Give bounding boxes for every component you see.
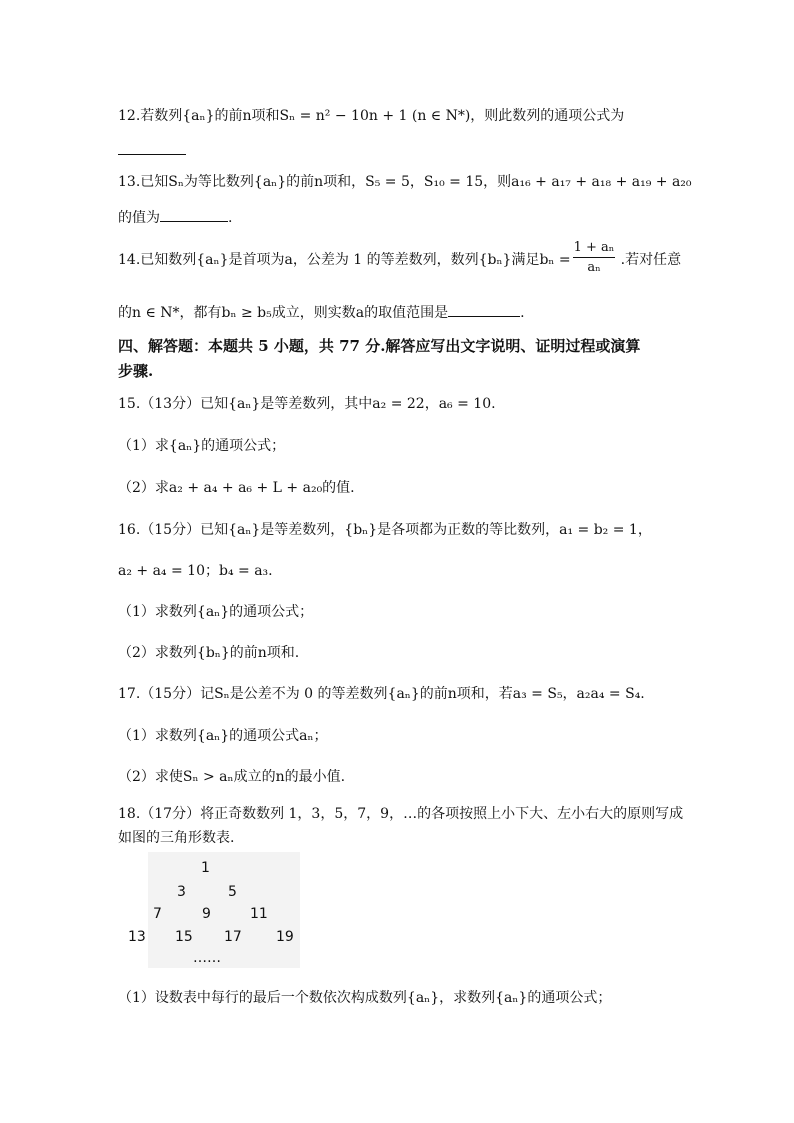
tri-r3-c3: 11 [250,906,268,922]
tri-r2-c1: 3 [177,884,186,900]
p14-line2: 的n ∈ N*，都有bₙ ≥ b₅成立，则实数a的取值范围是 . [118,302,525,323]
p16-q1: （1）求数列{aₙ}的通项公式； [118,604,314,620]
tri-r4-c1: 13 [128,929,146,945]
tri-r2-c2: 5 [228,884,237,900]
section-title-2: 步骤. [118,362,154,380]
p18-text: 18.（17分）将正奇数数列 1，3，5，7，9，…的各项按照上小下大、左小右大的原则写成 [118,806,684,822]
p18-q1: （1）设数表中每行的最后一个数依次构成数列{aₙ}，求数列{aₙ}的通项公式； [118,990,612,1006]
tri-r1-c1: 1 [201,860,210,876]
p13-text: 13.已知Sₙ为等比数列{aₙ}的前n项和，S₅ = 5，S₁₀ = 15，则a₁₆ + a₁₇ + a₁₈ + a₁₉ + a₂₀ [118,174,692,190]
p16-q2: （2）求数列{bₙ}的前n项和. [118,645,300,661]
p15-text: 15.（13分）已知{aₙ}是等差数列，其中a₂ = 22，a₆ = 10. [118,396,496,412]
tri-ellipsis: …… [193,950,221,966]
p15-q2: （2）求a₂ + a₄ + a₆ + L + a₂₀的值. [118,480,355,496]
p13-line2: 的值为 . [118,207,232,228]
p14-fraction [573,240,615,275]
p17-q1: （1）求数列{aₙ}的通项公式aₙ； [118,728,328,744]
p16-text2: a₂ + a₄ = 10；b₄ = a₃. [118,563,273,579]
p18-text2: 如图的三角形数表. [118,830,235,846]
p13-tail: 的值为 [118,210,160,226]
p17-q2: （2）求使Sₙ > aₙ成立的n的最小值. [118,769,346,785]
p14-frac-den: aₙ [587,260,601,275]
p17-text: 17.（15分）记Sₙ是公差不为 0 的等差数列{aₙ}的前n项和，若a₃ = S₅，a₂a₄ = S₄. [118,686,645,702]
p16-text: 16.（15分）已知{aₙ}是等差数列，{bₙ}是各项都为正数的等比数列，a₁ = b₂ = 1， [118,522,652,538]
p14-text: 14.已知数列{aₙ}是首项为a，公差为 1 的等差数列，数列{bₙ}满足bₙ = [118,252,571,268]
tri-r4-c3: 17 [224,929,242,945]
p14-frac-num: 1 + aₙ [573,240,615,258]
tri-r3-c2: 9 [202,906,211,922]
tri-r4-c4: 19 [276,929,294,945]
p14-line2-text: 的n ∈ N*，都有bₙ ≥ b₅成立，则实数a的取值范围是 [118,305,449,321]
p12-answer-blank [118,140,186,161]
triangle-table-image [128,852,300,968]
p15-q1: （1）求{aₙ}的通项公式； [118,438,286,454]
tri-r4-c2: 15 [175,929,193,945]
p12-text: 12.若数列{aₙ}的前n项和Sₙ = n² − 10n + 1 (n ∈ N*)，则此数列的通项公式为 [118,108,625,124]
section-title-1: 四、解答题：本题共 5 小题，共 77 分.解答应写出文字说明、证明过程或演算 [118,337,641,355]
p14-after: .若对任意 [620,252,682,268]
tri-r3-c1: 7 [153,906,162,922]
